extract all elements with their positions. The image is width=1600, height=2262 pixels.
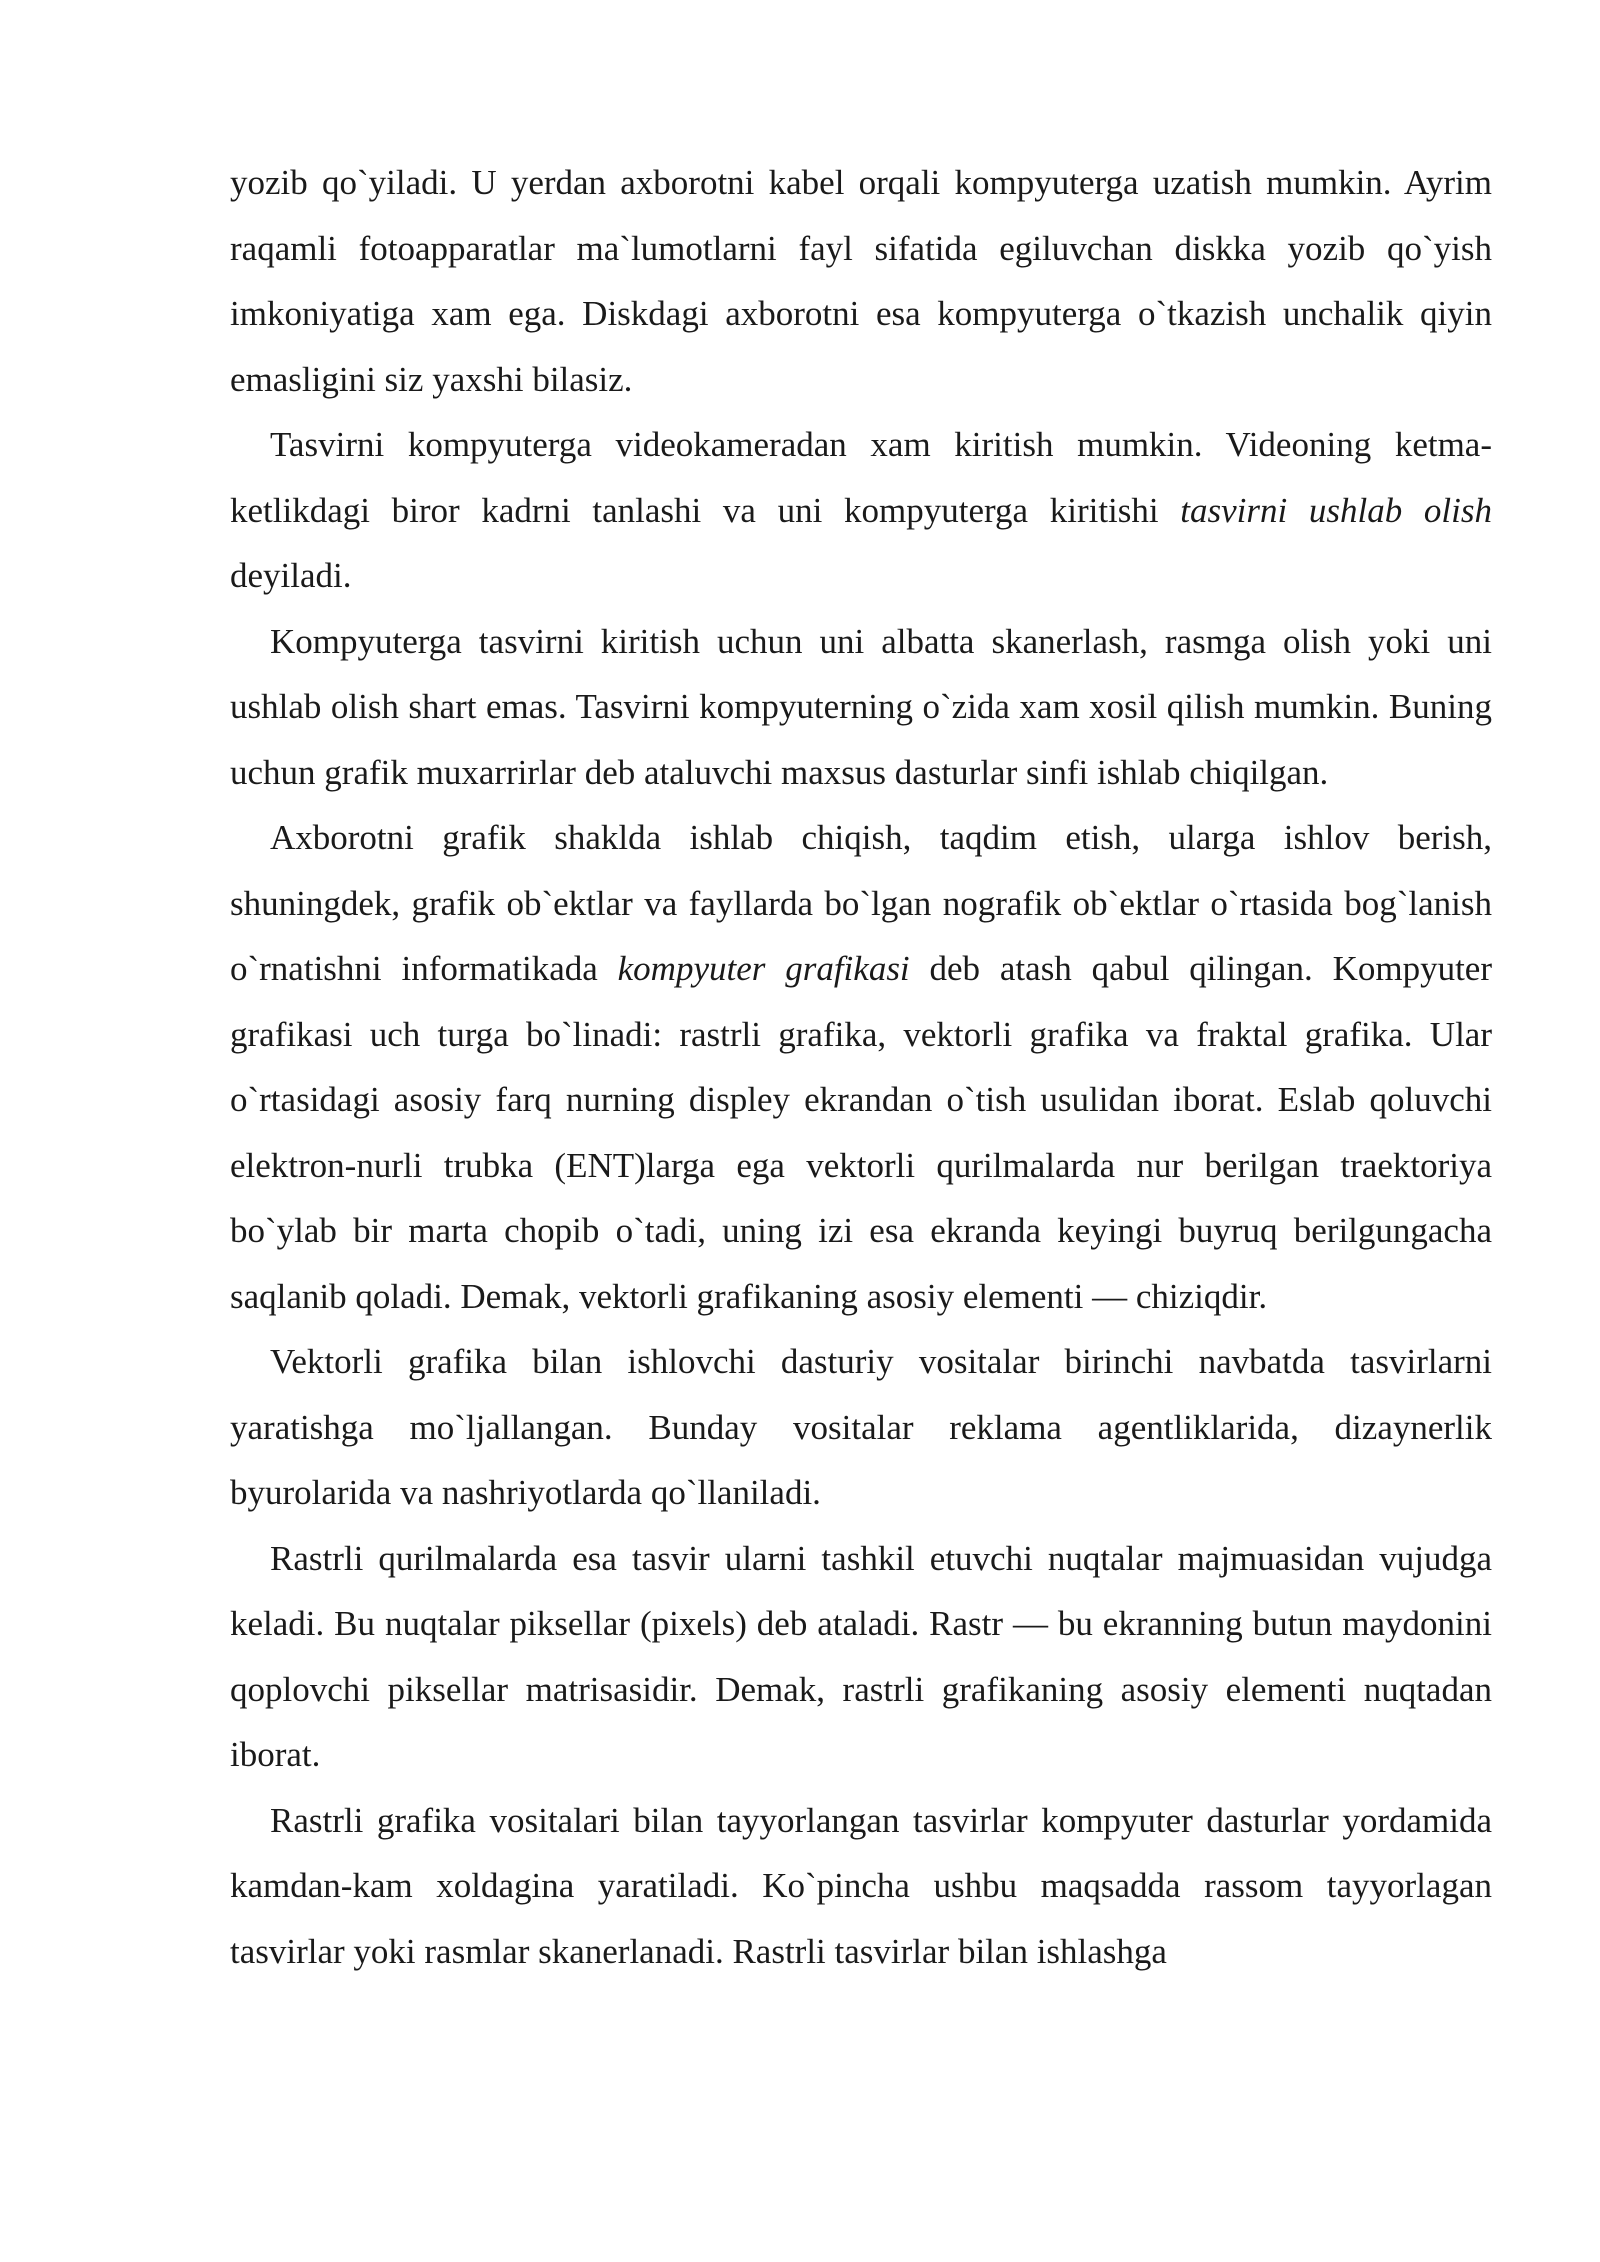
paragraph-text: Tasvirni kompyuterga videokameradan xam kiritish mumkin. Videoning ketma-ketlikdagi biror kadrni tanlashi va uni kompyuterga kiritishi bbox=[230, 425, 1492, 530]
paragraph-6 bbox=[230, 1526, 1492, 1788]
paragraph-1 bbox=[230, 150, 1492, 412]
paragraph-text: Rastrli qurilmalarda esa tasvir ularni tashkil etuvchi nuqtalar majmuasidan vujudga keladi. Bu nuqtalar piksellar (pixels) deb ataladi. Rastr — bu ekranning butun maydonini qoplovchi piksellar matrisasidir. Demak, rastrli grafikaning asosiy elementi nuqtadan iborat. bbox=[230, 1538, 1492, 1774]
paragraph-text: Axborotni grafik shaklda ishlab chiqish, taqdim etish, ularga ishlov berish, shuningdek, grafik ob`ektlar va fayllarda bo`lgan nografik ob`ektlar o`rtasida bog`lanish o`rnatishni informatikada bbox=[230, 818, 1492, 988]
paragraph-3 bbox=[230, 609, 1492, 806]
paragraph-7 bbox=[230, 1788, 1492, 1985]
italic-term: tasvirni ushlab olish bbox=[1180, 490, 1492, 530]
paragraph-text: Vektorli grafika bilan ishlovchi dasturiy vositalar birinchi navbatda tasvirlarni yaratishga mo`ljallangan. Bunday vositalar reklama agentliklarida, dizaynerlik byurolarida va nashriyotlarda qo`llaniladi. bbox=[230, 1342, 1492, 1512]
paragraph-text: Rastrli grafika vositalari bilan tayyorlangan tasvirlar kompyuter dasturlar yordamida kamdan-kam xoldagina yaratiladi. Ko`pincha ushbu maqsadda rassom tayyorlagan tasvirlar yoki rasmlar skanerlanadi. Rastrli tasvirlar bilan ishlashga bbox=[230, 1800, 1492, 1971]
paragraph-5 bbox=[230, 1329, 1492, 1526]
italic-term: kompyuter grafikasi bbox=[617, 949, 910, 988]
paragraph-text: Kompyuterga tasvirni kiritish uchun uni albatta skanerlash, rasmga olish yoki uni ushlab olish shart emas. Tasvirni kompyuterning o`zida xam xosil qilish mumkin. Buning uchun grafik muxarrirlar deb ataluvchi maxsus dasturlar sinfi ishlab chiqilgan. bbox=[230, 621, 1492, 792]
paragraph-text: yozib qo`yiladi. U yerdan axborotni kabel orqali kompyuterga uzatish mumkin. Ayrim raqamli fotoapparatlar ma`lumotlarni fayl sifatida egiluvchan diskka yozib qo`yish imkoniyatiga xam ega. Diskdagi axborotni esa kompyuterga o`tkazish unchalik qiyin emasligini siz yaxshi bilasiz. bbox=[230, 163, 1492, 399]
document-body bbox=[230, 150, 1492, 1984]
paragraph-2 bbox=[230, 412, 1492, 609]
paragraph-4 bbox=[230, 805, 1492, 1329]
paragraph-text: deyiladi. bbox=[230, 556, 352, 595]
paragraph-text: deb atash qabul qilingan. Kompyuter grafikasi uch turga bo`linadi: rastrli grafika, vektorli grafika va fraktal grafika. Ular o`rtasidagi asosiy farq nurning displey ekrandan o`tish usulidan iborat. Eslab qoluvchi elektron-nurli trubka (ENT)larga ega vektorli qurilmalarda nur berilgan traektoriya bo`ylab bir marta chopib o`tadi, uning izi esa ekranda keyingi buyruq berilgungacha saqlanib qoladi. Demak, vektorli grafikaning asosiy elementi — chiziqdir. bbox=[230, 949, 1492, 1316]
